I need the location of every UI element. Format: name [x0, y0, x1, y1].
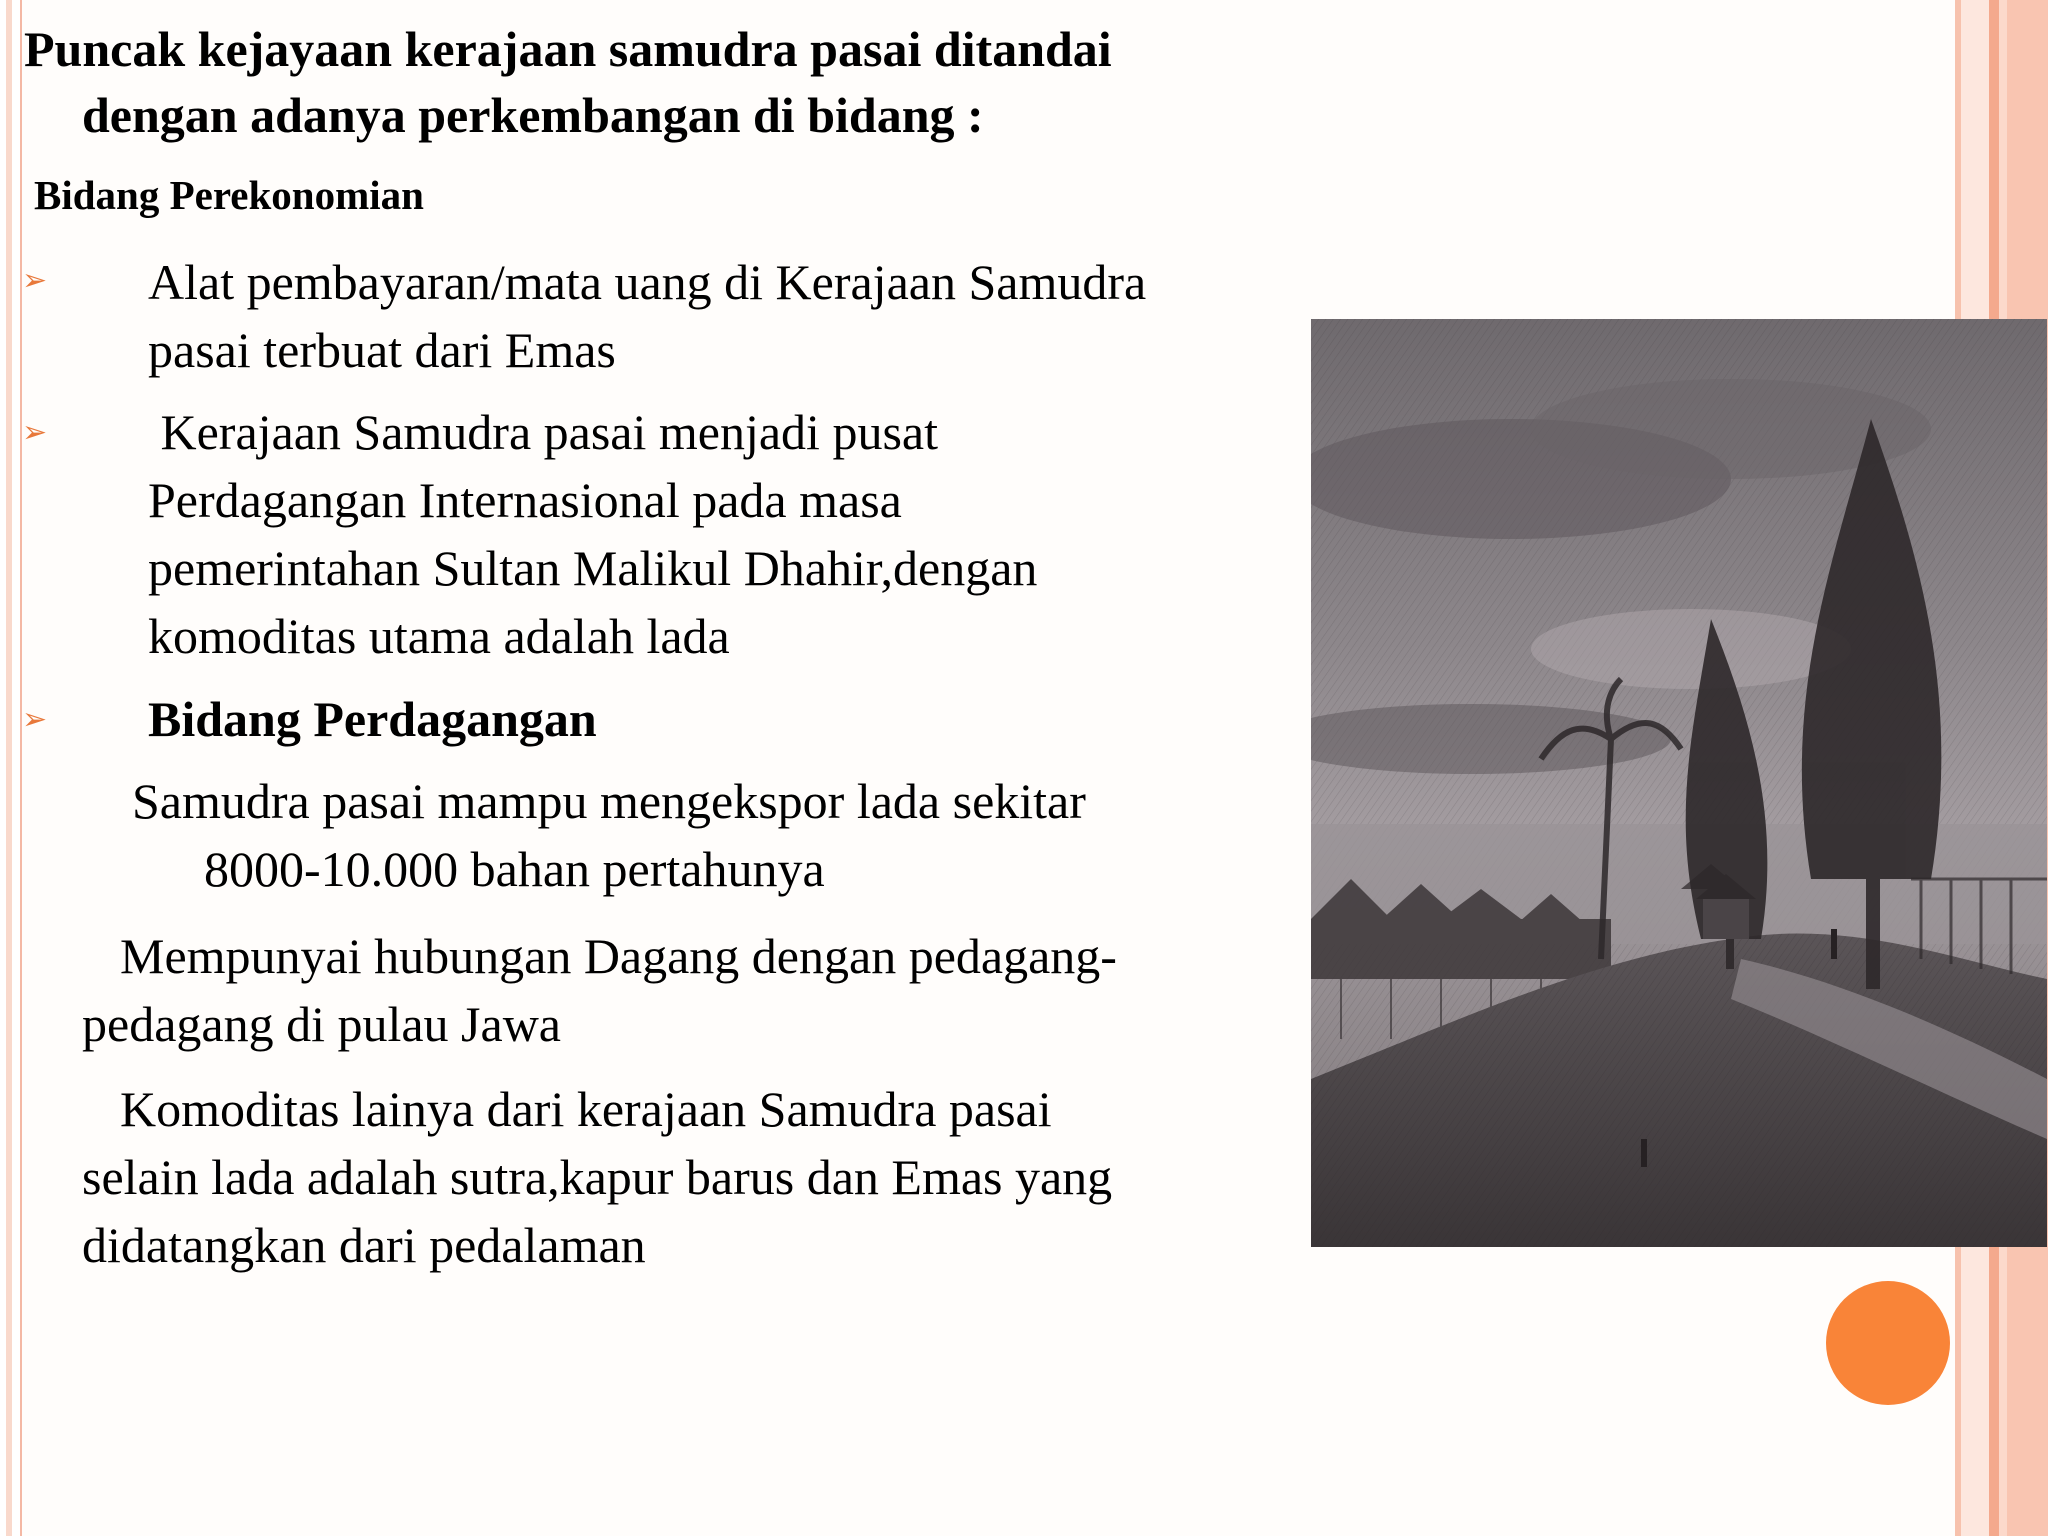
- bullet-line: pemerintahan Sultan Malikul Dhahir,dengan: [148, 540, 1038, 596]
- bullet-text-bold: [148, 685, 1298, 753]
- historical-engraving-image: [1311, 319, 2047, 1247]
- paragraph: [82, 922, 1117, 1058]
- arrow-bullet-icon: ➢: [22, 264, 48, 297]
- bullet-line: Kerajaan Samudra pasai menjadi pusat: [148, 404, 938, 460]
- paragraph-line: pedagang di pulau Jawa: [82, 996, 562, 1052]
- bullet-line: Perdagangan Internasional pada masa: [148, 472, 902, 528]
- orange-circle-icon: [1826, 1281, 1950, 1405]
- slide-heading: [24, 16, 1314, 148]
- paragraph-line: selain lada adalah sutra,kapur barus dan Emas yang: [82, 1149, 1113, 1205]
- paragraph-line: Samudra pasai mampu mengekspor lada sekitar: [132, 773, 1086, 829]
- paragraph-line: didatangkan dari pedalaman: [82, 1217, 646, 1273]
- bullet-line: Alat pembayaran/mata uang di Kerajaan Samudra: [148, 254, 1147, 310]
- paragraph-line: Komoditas lainya dari kerajaan Samudra pasai: [120, 1081, 1052, 1137]
- arrow-bullet-icon: ➢: [22, 703, 48, 736]
- bullet-line: komoditas utama adalah lada: [148, 608, 730, 664]
- paragraph-line: Mempunyai hubungan Dagang dengan pedagang-: [120, 928, 1117, 984]
- bullet-line: pasai terbuat dari Emas: [148, 322, 616, 378]
- bullet-text: [148, 398, 1298, 670]
- section-subheading: Bidang Perekonomian: [34, 172, 424, 218]
- bullet-text: [148, 248, 1298, 384]
- heading-line-2: dengan adanya perkembangan di bidang :: [82, 87, 984, 143]
- heading-line-1: Puncak kejayaan kerajaan samudra pasai ditandai: [24, 21, 1112, 77]
- paragraph: [82, 1075, 1112, 1279]
- bullet-line: Bidang Perdagangan: [148, 691, 597, 747]
- paragraph: [132, 767, 1086, 903]
- arrow-bullet-icon: ➢: [22, 416, 48, 449]
- paragraph-line: 8000-10.000 bahan pertahunya: [204, 841, 825, 897]
